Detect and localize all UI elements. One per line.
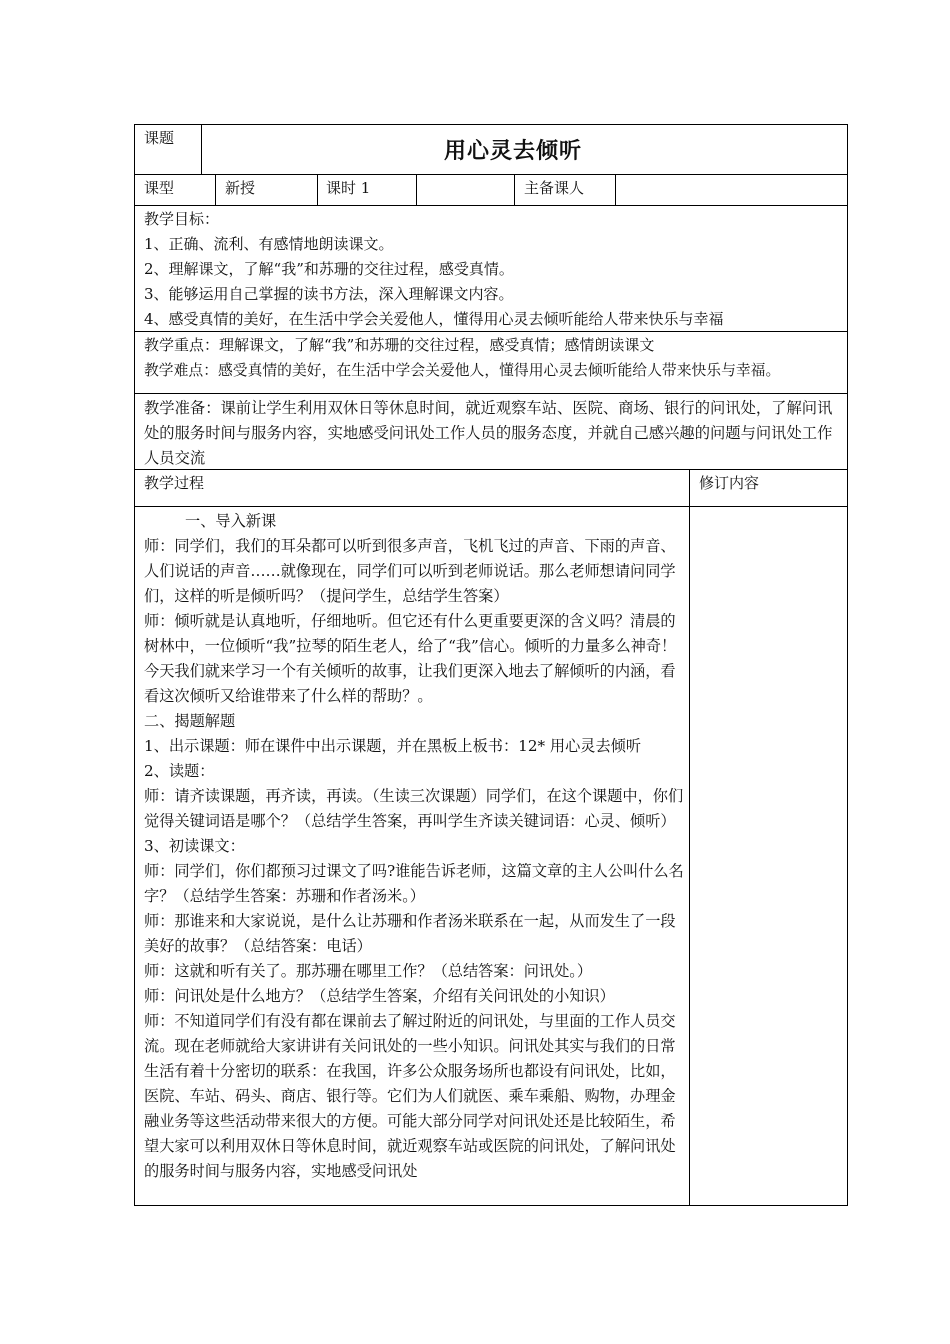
col-divider [317, 174, 318, 205]
process-paragraph: 师：倾听就是认真地听，仔细地听。但它还有什么更重要更深的含义吗？清晨的树林中，一位倾听“我”拉琴的陌生老人，给了“我”信心。倾听的力量多么神奇！今天我们就来学习一个有关倾听的故事，让我们更深入地去了解倾听的内涵，看看这次倾听又给谁带来了什么样的帮助？。 [144, 612, 677, 705]
col-divider [615, 174, 616, 205]
process-paragraph: 2、读题： [144, 762, 215, 780]
type-value: 新授 [225, 179, 256, 197]
process-paragraph: 3、初读课文： [144, 837, 245, 855]
process-paragraph: 师：不知道同学们有没有都在课前去了解过附近的问讯处，与里面的工作人员交流。现在老师就给大家讲讲有关问讯处的一些小知识。问讯处其实与我们的日常生活有着十分密切的联系：在我国，许多公众服务场所也都设有问讯处，比如，医院、车站、码头、商店、银行等。它们为人们就医、乘车乘船、购物，办理金融业务等这些活动带来很大的方便。可能大部分同学对问讯处还是比较陌生，希望大家可以利用双休日等休息时间，就近观察车站或医院的问讯处，了解问讯处的服务时间与服务内容，实地感受问讯处 [144, 1012, 676, 1180]
process-paragraph: 师：同学们，我们的耳朵都可以听到很多声音，飞机飞过的声音、下雨的声音、人们说话的声音……就像现在，同学们可以听到老师说话。那么老师想请问同学们，这样的听是倾听吗？（提问学生，总结学生答案） [144, 537, 676, 605]
process-paragraph: 师：那谁来和大家说说，是什么让苏珊和作者汤米联系在一起，从而发生了一段美好的故事？（总结答案：电话） [144, 912, 676, 955]
hours-label: 课时 1 [326, 179, 371, 197]
row-divider [134, 506, 848, 507]
course-label: 课题 [144, 129, 175, 147]
process-heading: 教学过程 [144, 474, 205, 492]
key-points: 教学重点：理解课文，了解“我”和苏珊的交往过程，感受真情；感情朗读课文 [144, 336, 655, 354]
col-divider [215, 174, 216, 205]
objective-item: 4、感受真情的美好，在生活中学会关爱他人，懂得用心灵去倾听能给人带来快乐与幸福 [144, 310, 724, 328]
objective-item: 2、理解课文，了解“我”和苏珊的交往过程，感受真情。 [144, 260, 514, 278]
process-paragraph: 一、导入新课 [185, 512, 277, 530]
type-label: 课型 [144, 179, 175, 197]
lead-teacher-label: 主备课人 [524, 179, 585, 197]
process-paragraph: 师：这就和听有关了。那苏珊在哪里工作？（总结答案：问讯处。） [144, 962, 593, 980]
col-divider [514, 174, 515, 205]
row-divider [134, 205, 848, 206]
col-divider [416, 174, 417, 205]
objective-item: 3、能够运用自己掌握的读书方法，深入理解课文内容。 [144, 285, 514, 303]
row-divider [134, 174, 848, 175]
objectives-heading: 教学目标： [144, 210, 220, 228]
lesson-title: 用心灵去倾听 [444, 138, 583, 164]
difficulties: 教学难点：感受真情的美好，在生活中学会关爱他人，懂得用心灵去倾听能给人带来快乐与幸福。 [144, 362, 781, 379]
process-paragraph: 1、出示课题：师在课件中出示课题，并在黑板上板书：12* 用心灵去倾听 [144, 737, 642, 755]
process-paragraph: 师：问讯处是什么地方？（总结学生答案，介绍有关问讯处的小知识） [144, 987, 615, 1005]
process-paragraph: 二、揭题解题 [144, 712, 236, 730]
col-divider [689, 469, 690, 1206]
col-divider [201, 124, 202, 174]
process-body [144, 509, 684, 1203]
objective-item: 1、正确、流利、有感情地朗读课文。 [144, 235, 394, 253]
preparation: 教学准备：课前让学生利用双休日等休息时间，就近观察车站、医院、商场、银行的问讯处，了解问讯处的服务时间与服务内容，实地感受问讯处工作人员的服务态度，并就自己感兴趣的问题与问讯处工作人员交流 [144, 399, 833, 467]
process-paragraph: 师：同学们，你们都预习过课文了吗?谁能告诉老师，这篇文章的主人公叫什么名字？（总结学生答案：苏珊和作者汤米。） [144, 862, 684, 905]
revision-heading: 修订内容 [699, 474, 760, 492]
row-divider [134, 393, 848, 394]
process-paragraph: 师：请齐读课题，再齐读，再读。（生读三次课题）同学们，在这个课题中，你们觉得关键词语是哪个？（总结学生答案，再叫学生齐读关键词语：心灵、倾听） [144, 787, 684, 830]
